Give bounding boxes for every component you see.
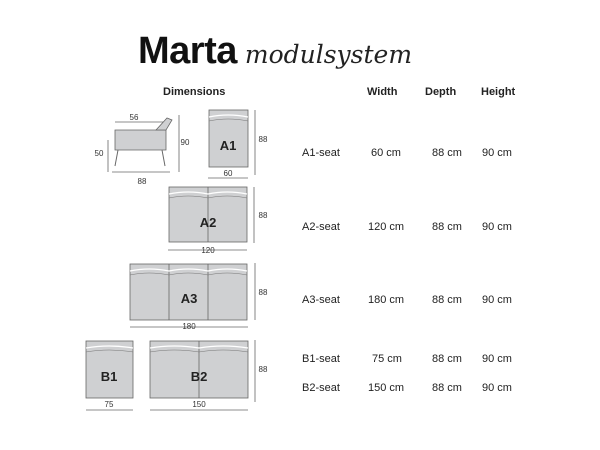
side-view-drawing [115,118,172,166]
label-a1: A1 [219,138,237,153]
row-width: 75 cm [372,353,402,365]
b2-depth: 88 [258,365,268,374]
row-height: 90 cm [482,147,512,159]
row-depth: 88 cm [432,221,462,233]
row-name: B1-seat [302,353,340,365]
row-width: 120 cm [368,221,405,233]
row-height: 90 cm [482,294,512,306]
row-width: 60 cm [371,147,401,159]
row-width: 150 cm [368,382,405,394]
row-name: A3-seat [302,294,340,306]
row-depth: 88 cm [432,382,462,394]
side-dim-left: 50 [94,149,104,158]
row-depth: 88 cm [432,147,462,159]
b1-width: 75 [104,400,114,409]
label-a3: A3 [180,291,198,306]
title-main: Marta [138,30,237,72]
side-dim-top: 56 [129,113,139,122]
row-name: B2-seat [302,382,340,394]
row-name: A2-seat [302,221,340,233]
a3-depth: 88 [258,288,268,297]
row-height: 90 cm [482,353,512,365]
row-depth: 88 cm [432,294,462,306]
header-height: Height [481,86,516,98]
b2-width: 150 [192,400,206,409]
row-height: 90 cm [482,382,512,394]
label-b1: B1 [100,369,118,384]
row-height: 90 cm [482,221,512,233]
label-b2: B2 [190,369,208,384]
header-width: Width [367,86,398,98]
a1-depth: 88 [258,135,268,144]
header-dimensions: Dimensions [163,86,226,98]
row-depth: 88 cm [432,353,462,365]
header-depth: Depth [425,86,457,98]
row-width: 180 cm [368,294,405,306]
label-a2: A2 [199,215,217,230]
side-dim-bottom: 88 [137,177,147,186]
title-sub: modulsystem [244,40,413,69]
a2-depth: 88 [258,211,268,220]
a3-width: 180 [182,322,196,331]
a1-width: 60 [223,169,233,178]
side-dim-right: 90 [180,138,190,147]
row-name: A1-seat [302,147,340,159]
a2-width: 120 [201,246,215,255]
